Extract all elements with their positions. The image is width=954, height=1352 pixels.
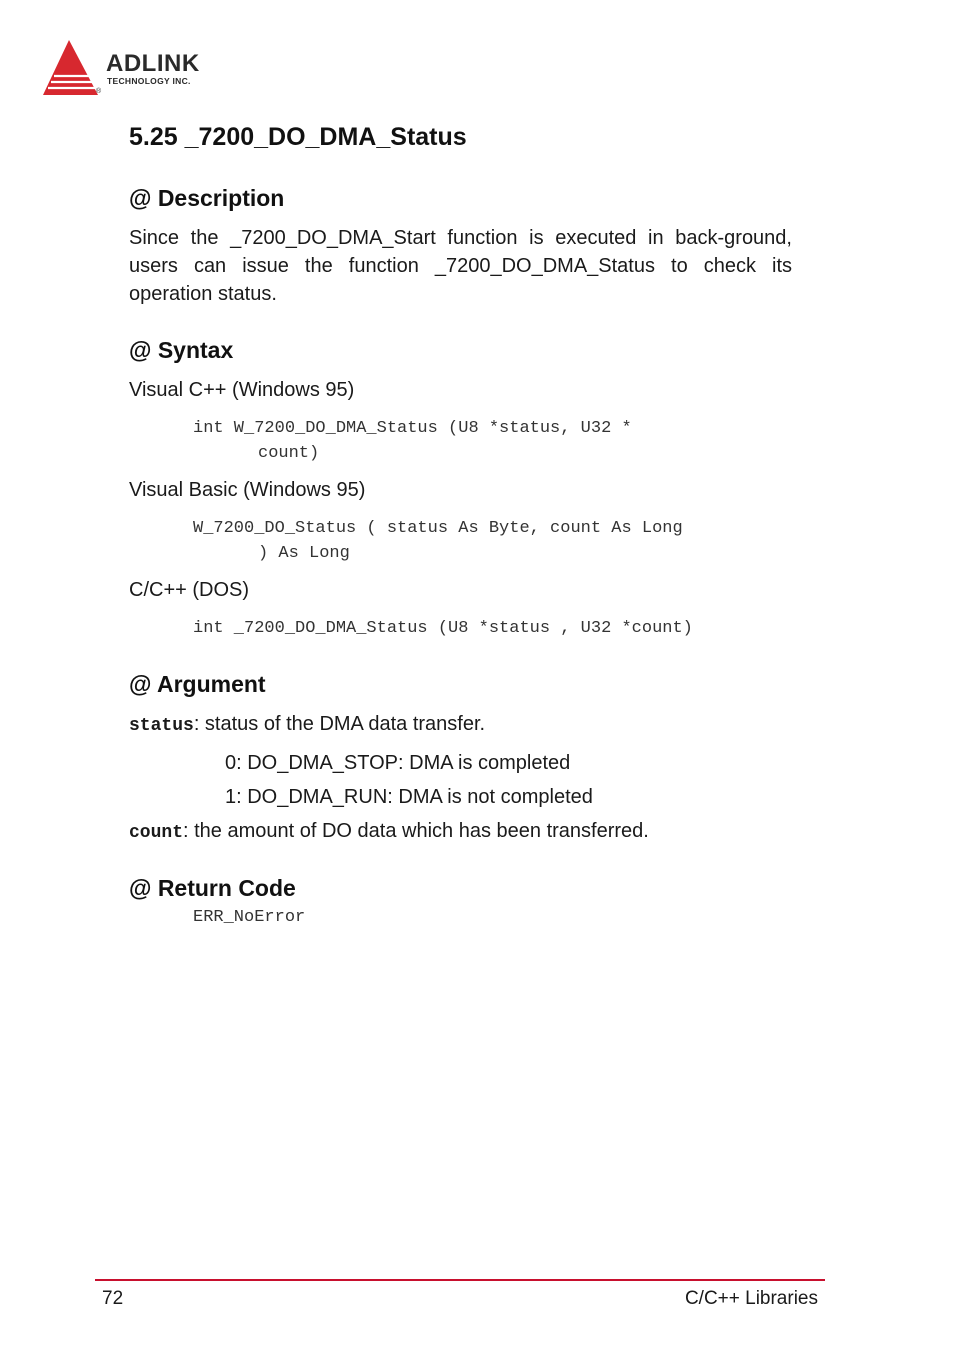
syntax-dos-line1: int _7200_DO_DMA_Status (U8 *status , U32 *count)	[193, 619, 693, 638]
page-number: 72	[102, 1288, 124, 1309]
description-heading: @ Description	[129, 185, 285, 211]
argument-status-option-1: 1: DO_DMA_RUN: DMA is not completed	[225, 786, 593, 808]
argument-count-desc: : the amount of DO data which has been transferred.	[183, 820, 649, 842]
argument-status-desc: : status of the DMA data transfer.	[193, 713, 486, 735]
return-code-value: ERR_NoError	[193, 908, 306, 927]
argument-count	[129, 817, 649, 847]
argument-status-name: status	[129, 716, 194, 736]
argument-heading: @ Argument	[129, 671, 266, 697]
section-title: 5.25 _7200_DO_DMA_Status	[129, 123, 467, 151]
footer-chapter: C/C++ Libraries	[684, 1288, 818, 1309]
argument-status	[129, 710, 485, 740]
syntax-vc-line2: count)	[258, 444, 320, 463]
syntax-heading: @ Syntax	[129, 337, 234, 363]
syntax-vb-label: Visual Basic (Windows 95)	[129, 479, 366, 501]
syntax-vc-label: Visual C++ (Windows 95)	[129, 379, 355, 401]
argument-count-name: count	[129, 823, 184, 843]
logo-wordmark	[106, 52, 200, 86]
return-code-heading: @ Return Code	[129, 875, 296, 901]
syntax-vc-line1: int W_7200_DO_DMA_Status (U8 *status, U32 *	[193, 419, 632, 438]
syntax-vb-line1: W_7200_DO_Status ( status As Byte, count As Long	[193, 519, 683, 538]
company-logo	[42, 38, 232, 100]
description-text: Since the _7200_DO_DMA_Start function is executed in back-ground, users can issue the function _7200_DO_DMA_Status to check its operation status.	[129, 227, 792, 305]
argument-status-option-0: 0: DO_DMA_STOP: DMA is completed	[225, 752, 571, 774]
footer-rule	[95, 1279, 825, 1281]
syntax-dos-label: C/C++ (DOS)	[129, 579, 250, 601]
logo-subtitle: TECHNOLOGY INC.	[107, 76, 191, 86]
registered-mark: ®	[96, 88, 102, 95]
syntax-vb-line2: ) As Long	[258, 544, 350, 563]
logo-name: ADLINK	[106, 50, 200, 77]
